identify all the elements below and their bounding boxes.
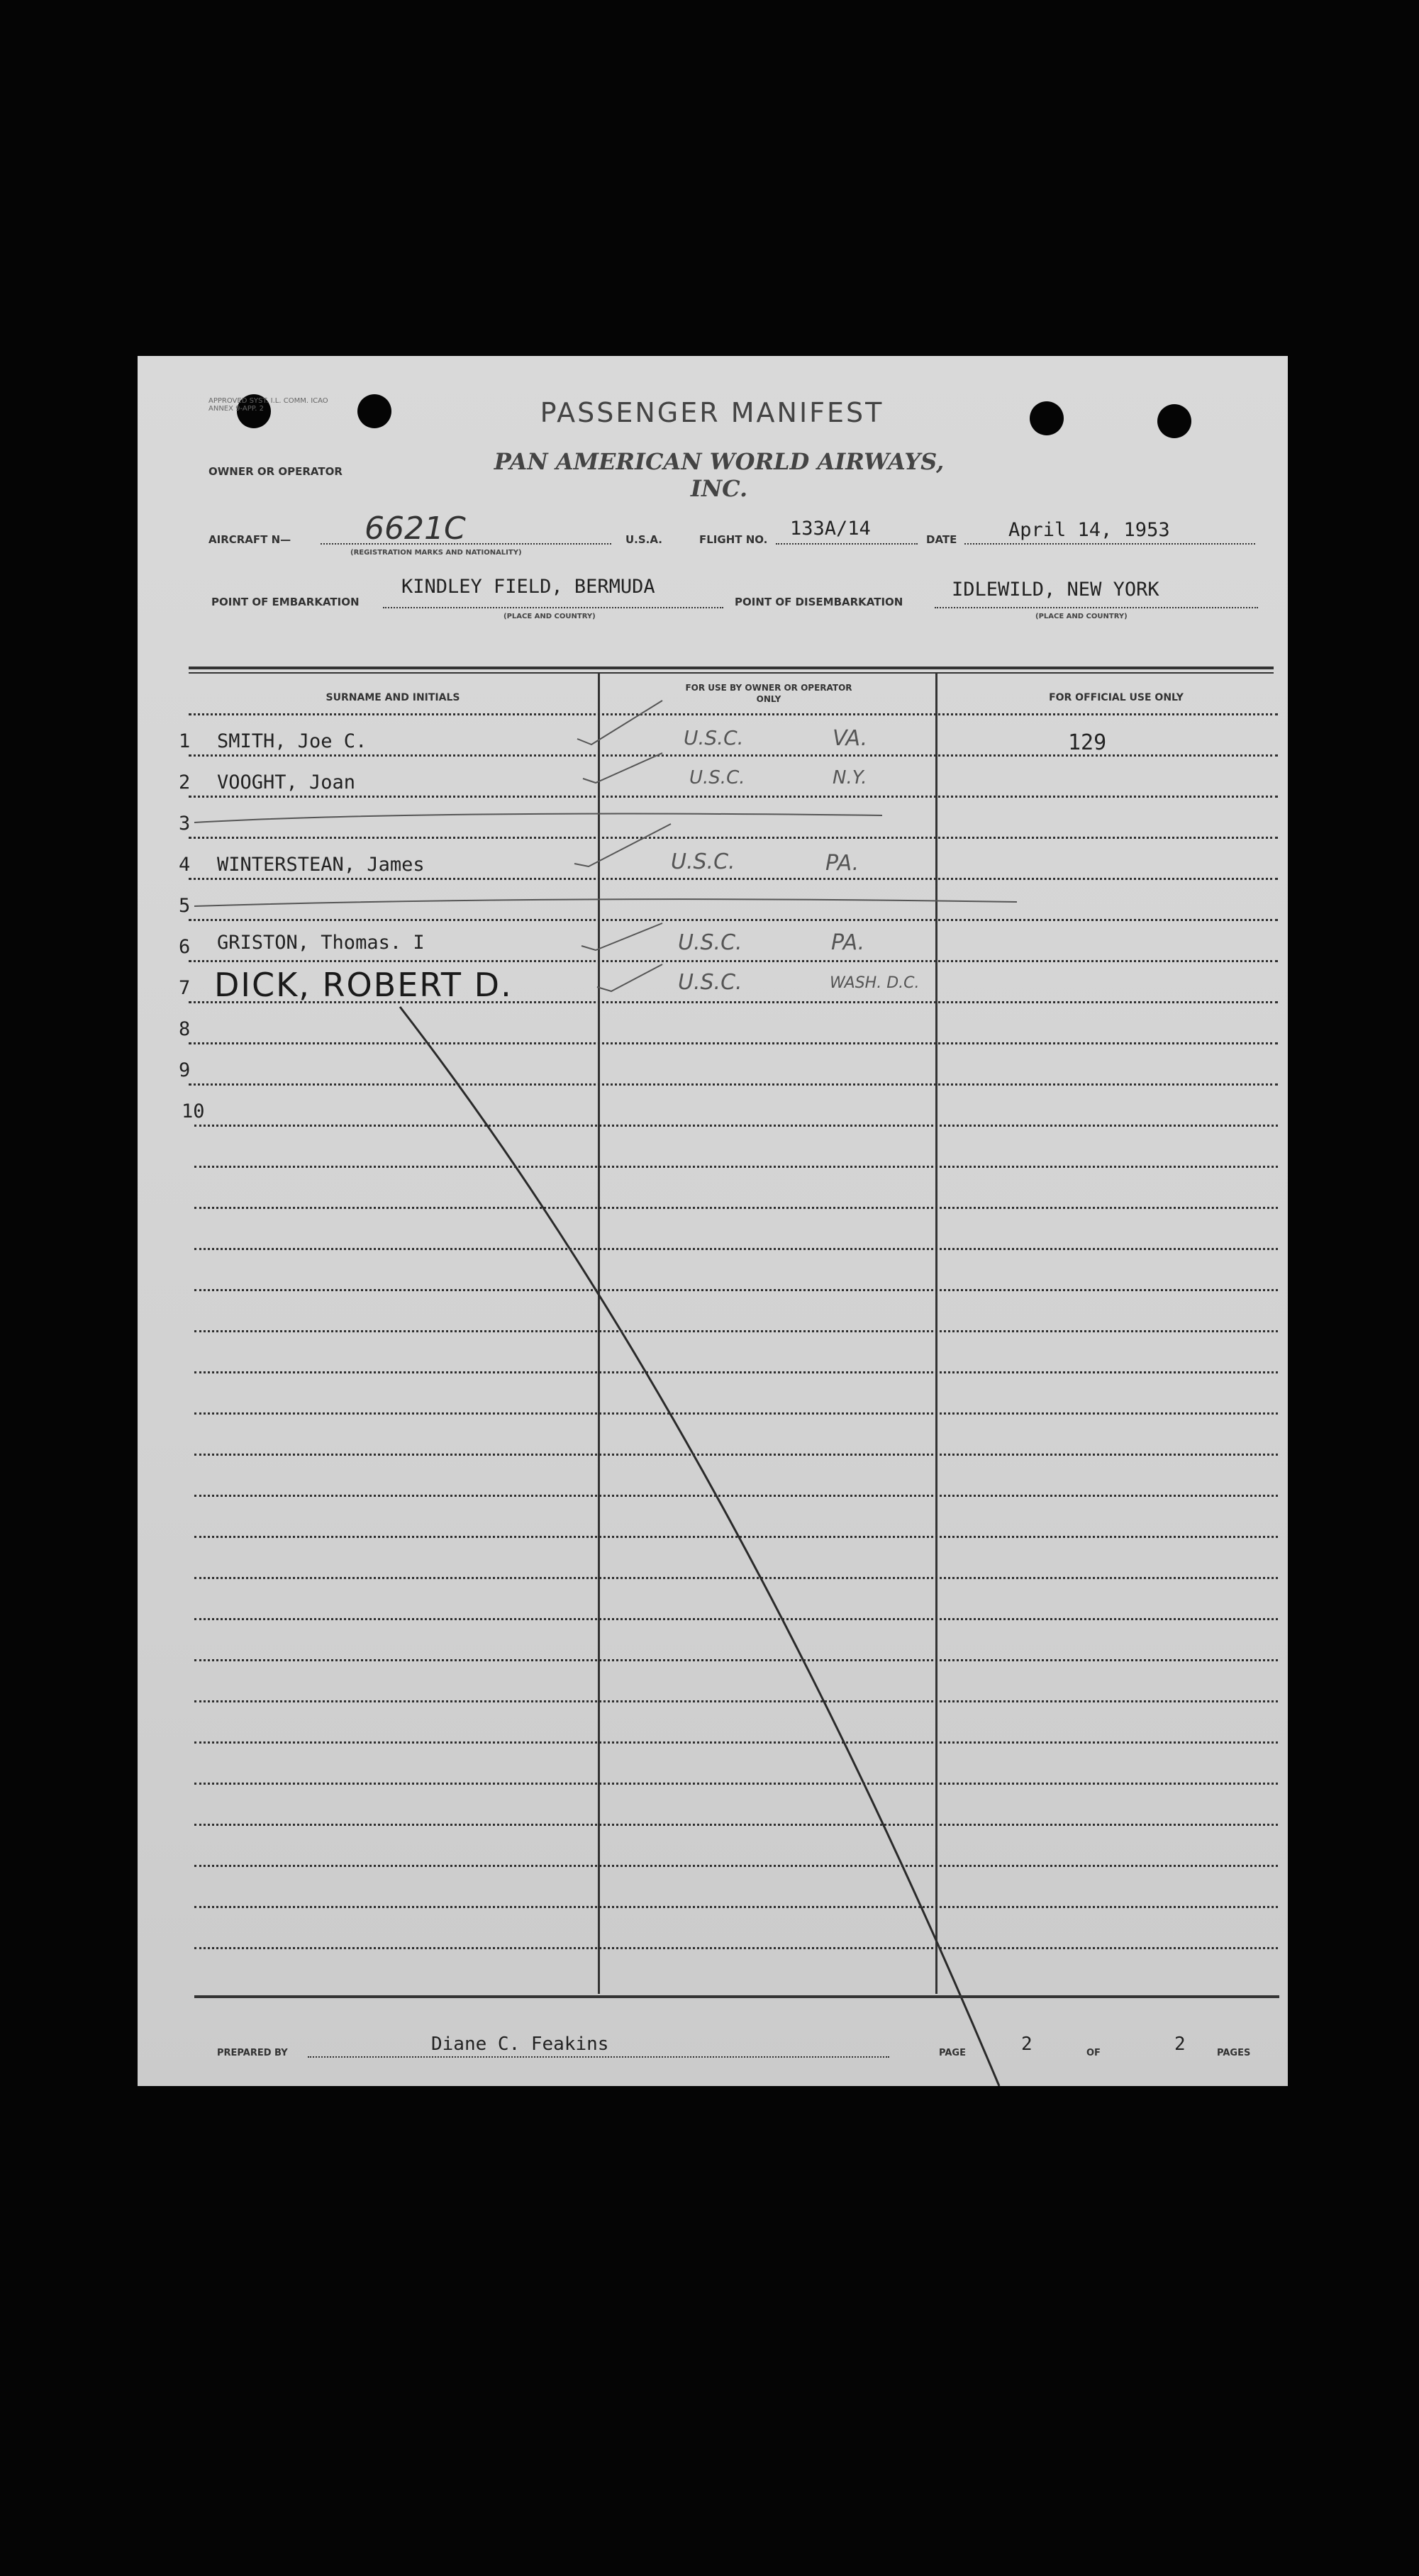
row-number: 9 [179, 1059, 191, 1081]
state: PA. [825, 851, 859, 876]
check-mark-icon [583, 753, 662, 783]
company-name: PAN AMERICAN WORLD AIRWAYS, INC. [494, 448, 945, 502]
table-rule-line [189, 754, 1278, 757]
table-rule-line [194, 1248, 1278, 1250]
table-top-rule [189, 667, 1274, 669]
date-underline [964, 543, 1255, 545]
disembarkation-label: POINT OF DISEMBARKATION [735, 596, 903, 608]
diagonal-cancel-line [400, 1007, 999, 2086]
disembarkation-underline [935, 607, 1258, 608]
row-number: 8 [179, 1018, 191, 1040]
prepared-label: PREPARED BY [217, 2048, 288, 2058]
table-rule-line [194, 1824, 1278, 1826]
table-rule-line [189, 878, 1278, 880]
check-mark-icon [597, 964, 662, 991]
punch-hole-icon [357, 394, 391, 428]
row-number: 10 [182, 1100, 205, 1122]
nationality: U.S.C. [678, 930, 742, 955]
table-rule-line [194, 1207, 1278, 1209]
check-mark-icon [577, 701, 662, 745]
table-rule-line [194, 1906, 1278, 1908]
column-divider-2 [935, 674, 937, 1994]
manifest-paper [138, 356, 1288, 2086]
column-header-owner-use: FOR USE BY OWNER OR OPERATOR ONLY [685, 683, 852, 704]
of-value: 2 [1174, 2034, 1186, 2055]
approval-note: APPROVED SYST. I.L. COMM. ICAO ANNEX 9-APP. 2 [208, 397, 328, 413]
registration-note: (REGISTRATION MARKS AND NATIONALITY) [350, 549, 522, 557]
state: PA. [831, 930, 865, 955]
table-rule-line [194, 1659, 1278, 1661]
table-rule-line [189, 960, 1278, 962]
date-value: April 14, 1953 [1008, 519, 1170, 541]
nationality: U.S.C. [671, 849, 735, 874]
row-number: 2 [179, 771, 191, 793]
table-rule-line [194, 1125, 1278, 1127]
table-rule-line [189, 919, 1278, 921]
state: N.Y. [833, 767, 867, 788]
flight-label: FLIGHT NO. [699, 533, 768, 546]
punch-hole-icon [1030, 401, 1064, 435]
table-rule-line [194, 1495, 1278, 1497]
embarkation-underline [383, 607, 723, 608]
row-number: 5 [179, 895, 191, 917]
table-rule-line [194, 1947, 1278, 1949]
disembarkation-value: IDLEWILD, NEW YORK [952, 579, 1159, 601]
column-header-official-use: FOR OFFICIAL USE ONLY [1049, 692, 1184, 703]
strike-line-row-3 [194, 814, 882, 823]
column-header-surname: SURNAME AND INITIALS [325, 692, 460, 703]
check-mark-icon [581, 923, 662, 950]
row-number: 6 [179, 936, 191, 958]
nationality: U.S.C. [689, 767, 745, 788]
table-rule-line [194, 1371, 1278, 1373]
state: VA. [833, 726, 868, 751]
check-mark-icon [574, 824, 671, 866]
official-value: 129 [1068, 730, 1107, 755]
row-number: 7 [179, 977, 191, 999]
table-rule-line [194, 1618, 1278, 1620]
row-number: 3 [179, 813, 191, 835]
table-rule-line [194, 1741, 1278, 1744]
pages-label: PAGES [1217, 2048, 1251, 2058]
table-rule-line [194, 1700, 1278, 1702]
state: WASH. D.C. [830, 974, 920, 992]
date-label: DATE [926, 533, 957, 546]
table-bottom-rule [194, 1995, 1279, 1998]
place-note-disembarkation: (PLACE AND COUNTRY) [1035, 613, 1128, 620]
table-rule-line [194, 1166, 1278, 1168]
passenger-name: WINTERSTEAN, James [217, 854, 425, 876]
table-rule-line [189, 837, 1278, 839]
table-top-rule-2 [189, 672, 1274, 674]
embarkation-value: KINDLEY FIELD, BERMUDA [401, 576, 655, 598]
table-rule-line [189, 713, 1278, 715]
table-rule-line [194, 1577, 1278, 1579]
row-number: 4 [179, 854, 191, 876]
passenger-name: SMITH, Joe C. [217, 730, 367, 752]
table-rule-line [194, 1330, 1278, 1332]
aircraft-value: 6621C [365, 511, 466, 547]
table-rule-line [194, 1289, 1278, 1291]
row-number: 1 [179, 730, 191, 752]
flight-value: 133A/14 [790, 518, 871, 540]
table-rule-line [189, 1042, 1278, 1044]
punch-hole-icon [1157, 404, 1191, 438]
passenger-name: VOOGHT, Joan [217, 771, 356, 793]
owner-label: OWNER OR OPERATOR [208, 465, 343, 478]
passenger-name: DICK, ROBERT D. [214, 966, 513, 1004]
of-label: OF [1086, 2048, 1101, 2058]
form-title: PASSENGER MANIFEST [540, 397, 884, 428]
table-rule-line [194, 1783, 1278, 1785]
table-rule-line [194, 1536, 1278, 1538]
table-rule-line [194, 1865, 1278, 1867]
aircraft-label: AIRCRAFT N— [208, 533, 291, 546]
place-note-embarkation: (PLACE AND COUNTRY) [503, 613, 596, 620]
table-rule-line [194, 1454, 1278, 1456]
column-divider-1 [598, 674, 600, 1994]
passenger-name: GRISTON, Thomas. I [217, 932, 425, 954]
nationality: U.S.C. [684, 726, 744, 749]
page-value: 2 [1021, 2034, 1033, 2055]
table-rule-line [189, 1083, 1278, 1086]
prepared-underline [308, 2056, 889, 2058]
table-rule-line [189, 796, 1278, 798]
strike-line-row-5 [194, 899, 1017, 906]
flight-underline [776, 543, 918, 545]
embarkation-label: POINT OF EMBARKATION [211, 596, 360, 608]
usa-label: U.S.A. [625, 533, 662, 546]
table-rule-line [194, 1412, 1278, 1415]
aircraft-underline [321, 543, 611, 545]
prepared-value: Diane C. Feakins [431, 2034, 609, 2055]
page-label: PAGE [939, 2048, 966, 2058]
nationality: U.S.C. [678, 970, 742, 995]
